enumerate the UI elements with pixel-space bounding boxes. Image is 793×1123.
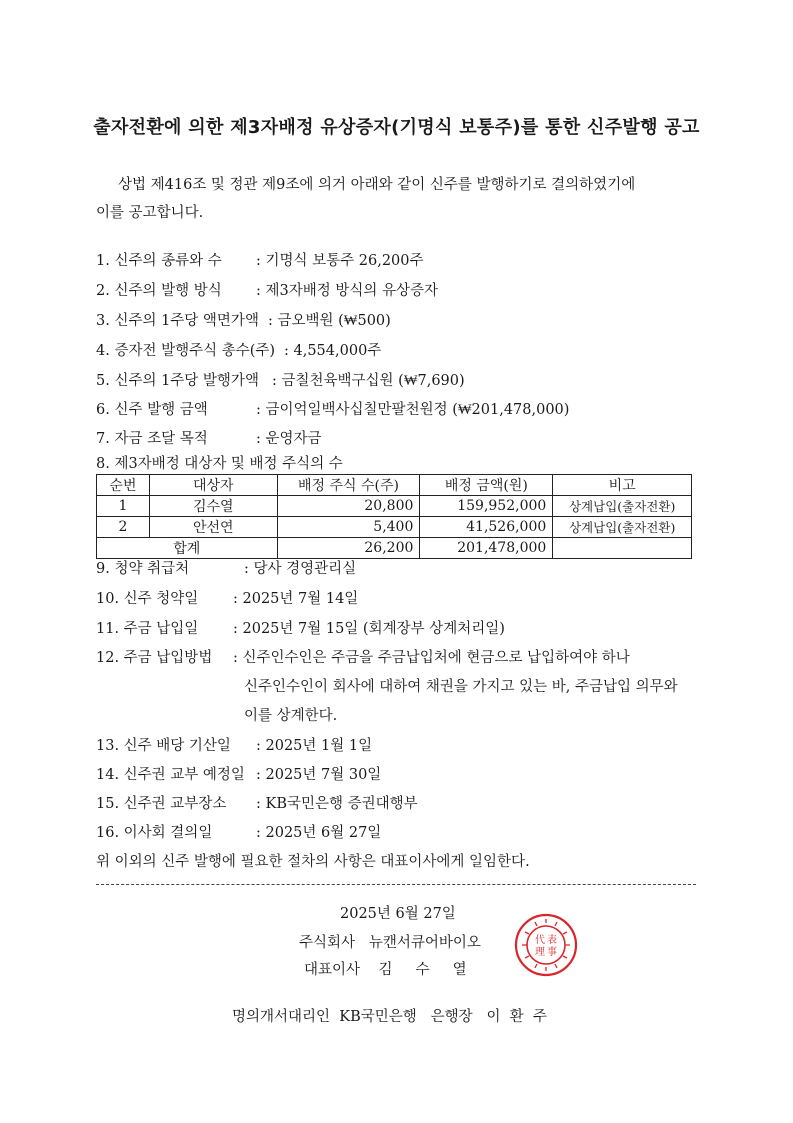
item-value: : 제3자배정 방식의 유상증자 <box>256 283 439 299</box>
item-label: 1. 신주의 종류와 수 <box>96 253 222 269</box>
total-amount: 201,478,000 <box>420 538 553 559</box>
item-4 <box>96 339 381 360</box>
svg-text:表: 表 <box>547 935 557 946</box>
cell-no: 1 <box>97 496 150 517</box>
item-value: : 금이억일백사십칠만팔천원정 (₩201,478,000) <box>256 402 570 418</box>
page-title: 출자전환에 의한 제3자배정 유상증자(기명식 보통주)를 통한 신주발행 공고 <box>93 117 700 138</box>
item-14 <box>96 763 381 784</box>
item-value: : 운영자금 <box>256 431 322 447</box>
item-value: : 2025년 1월 1일 <box>256 738 373 754</box>
item-label: 12. 주금 납입방법 <box>96 650 213 666</box>
signature-company: 주식회사 뉴캔서큐어바이오 <box>299 935 481 951</box>
item-7 <box>96 427 322 448</box>
item-10 <box>96 587 358 608</box>
item-12-line-3: 이를 상계한다. <box>244 708 338 724</box>
svg-text:事: 事 <box>547 947 557 958</box>
table-header-row <box>97 475 692 496</box>
total-note <box>553 538 692 559</box>
cell-shares: 20,800 <box>277 496 420 517</box>
item-value: : 신주인수인은 주금을 주금납입처에 현금으로 납입하여야 하나 <box>233 650 630 666</box>
item-9 <box>96 557 356 578</box>
svg-text:代: 代 <box>535 935 545 946</box>
item-12 <box>96 646 630 667</box>
item-16 <box>96 821 381 842</box>
intro-paragraph <box>96 171 716 227</box>
item-label: 8. 제3자배정 대상자 및 배정 주식의 수 <box>96 456 343 472</box>
item-value: : 금칠천육백구십원 (₩7,690) <box>272 373 465 389</box>
item-label: 5. 신주의 1주당 발행가액 <box>96 373 259 389</box>
item-15 <box>96 792 418 813</box>
cell-target: 안선연 <box>149 517 277 538</box>
registrar-agent: 명의개서대리인 KB국민은행 은행장 이 환 주 <box>232 1009 547 1025</box>
item-1 <box>96 249 424 270</box>
item-value: : 2025년 6월 27일 <box>256 825 382 841</box>
item-value: : KB국민은행 증권대행부 <box>256 796 418 812</box>
item-label: 10. 신주 청약일 <box>96 591 199 607</box>
item-label: 14. 신주권 교부 예정일 <box>96 767 245 783</box>
header-no: 순번 <box>97 475 150 496</box>
item-11 <box>96 617 505 638</box>
item-value: : 2025년 7월 14일 <box>233 591 359 607</box>
item-12-line-2: 신주인수인이 회사에 대하여 채권을 가지고 있는 바, 주금납입 의무와 <box>244 679 678 695</box>
item-value: : 2025년 7월 30일 <box>256 767 382 783</box>
item-label: 16. 이사회 결의일 <box>96 825 213 841</box>
cell-amount: 41,526,000 <box>420 517 553 538</box>
item-label: 2. 신주의 발행 방식 <box>96 283 222 299</box>
item-value: : 2025년 7월 15일 (회계장부 상계처리일) <box>233 621 505 637</box>
cell-note: 상계납입(출자전환) <box>553 496 692 517</box>
item-value: : 당사 경영관리실 <box>244 561 357 577</box>
table-row <box>97 496 692 517</box>
signature-date: 2025년 6월 27일 <box>340 906 456 922</box>
company-seal-icon <box>513 912 579 978</box>
item-value: : 4,554,000주 <box>284 343 382 359</box>
header-amount: 배정 금액(원) <box>420 475 553 496</box>
item-13 <box>96 734 372 755</box>
header-target: 대상자 <box>149 475 277 496</box>
cell-shares: 5,400 <box>277 517 420 538</box>
item-2 <box>96 279 438 300</box>
item-label: 7. 자금 조달 목적 <box>96 431 208 447</box>
svg-text:理: 理 <box>535 947 545 958</box>
item-3 <box>96 309 391 330</box>
signature-ceo: 대표이사 김 수 열 <box>304 962 467 978</box>
item-label: 6. 신주 발행 금액 <box>96 402 208 418</box>
cell-target: 김수열 <box>149 496 277 517</box>
item-value: : 기명식 보통주 26,200주 <box>256 253 424 269</box>
allocation-table <box>96 474 692 559</box>
item-value: : 금오백원 (₩500) <box>268 313 391 329</box>
item-label: 11. 주금 납입일 <box>96 621 199 637</box>
intro-line-2: 이를 공고합니다. <box>96 205 204 221</box>
item-label: 3. 신주의 1주당 액면가액 <box>96 313 259 329</box>
intro-line-1: 상법 제416조 및 정관 제9조에 의거 아래와 같이 신주를 발행하기로 결의하였기에 <box>118 177 636 193</box>
item-label: 4. 증자전 발행주식 총수(주) <box>96 343 276 359</box>
item-label: 15. 신주권 교부장소 <box>96 796 227 812</box>
item-label: 13. 신주 배당 기산일 <box>96 738 231 754</box>
table-total-row <box>97 538 692 559</box>
dashed-divider <box>96 884 696 885</box>
cell-note: 상계납입(출자전환) <box>553 517 692 538</box>
header-shares: 배정 주식 수(주) <box>277 475 420 496</box>
header-note: 비고 <box>553 475 692 496</box>
closing-statement: 위 이외의 신주 발행에 필요한 절차의 사항은 대표이사에게 일임한다. <box>96 854 530 870</box>
total-shares: 26,200 <box>277 538 420 559</box>
item-5 <box>96 369 465 390</box>
total-label: 합계 <box>97 538 278 559</box>
item-label: 9. 청약 취급처 <box>96 561 190 577</box>
cell-amount: 159,952,000 <box>420 496 553 517</box>
table-row <box>97 517 692 538</box>
item-6 <box>96 398 569 419</box>
cell-no: 2 <box>97 517 150 538</box>
item-8 <box>96 452 343 473</box>
